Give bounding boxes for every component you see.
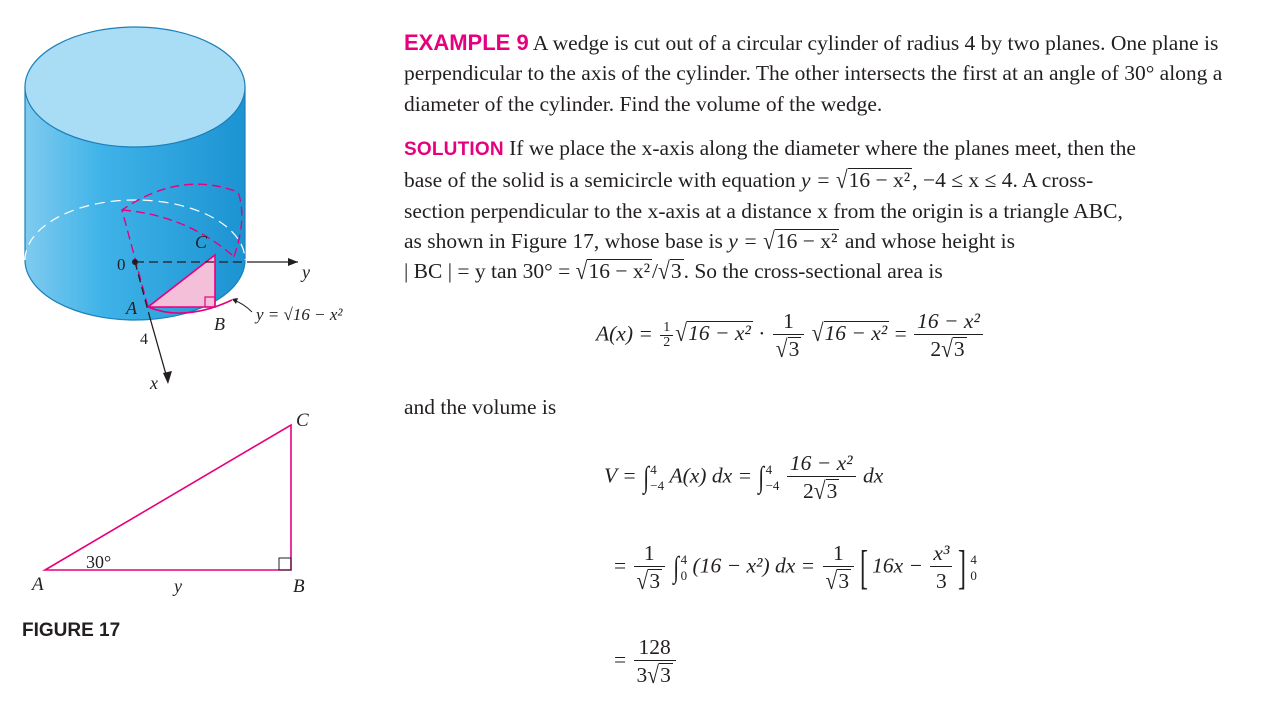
solution-line2-a: base of the solid is a semicircle with equation <box>404 168 796 193</box>
solution-line-1 <box>404 133 1264 165</box>
label-A-cyl: A <box>126 298 137 318</box>
one-over-root3-c: $\frac{1}{√3}$ <box>823 540 855 595</box>
triangle-ABC <box>45 425 291 570</box>
integrand1: A(x) dx = <box>669 463 752 488</box>
solution-line2-rad: 16 − x² <box>848 168 911 193</box>
tri-label-base: y <box>174 576 182 596</box>
one-over-root3: $\frac{1}{√3}$ <box>773 308 805 363</box>
tri-label-A: A <box>32 574 44 595</box>
text-column <box>404 0 1264 715</box>
label-origin: 0 <box>117 255 126 274</box>
radical-sign: √ <box>835 166 848 195</box>
example-paragraph <box>404 28 1264 119</box>
integrand2-fraction: $\frac{\text{16 − x²}}{2√3}$ <box>787 450 856 505</box>
label-C-cyl: C <box>195 232 208 252</box>
tri-label-B: B <box>293 576 305 597</box>
label-four: 4 <box>140 331 148 348</box>
solution-line4-rad: 16 − x² <box>775 228 838 253</box>
volume-dx: dx <box>862 463 884 488</box>
eval-limits: 4 0 <box>970 551 977 583</box>
solution-line5-b: . So the cross-sectional area is <box>683 259 943 284</box>
area-result-fraction: $\frac{\text{16 − x²}}{2√3}$ <box>914 308 983 363</box>
volume-eq2: = <box>614 553 627 578</box>
solution-line-4 <box>404 226 1264 256</box>
integral-sign: ∫ <box>758 460 765 494</box>
limits: 4 −4 <box>650 461 665 493</box>
label-y-axis: y <box>302 262 310 282</box>
volume-intro: and the volume is <box>404 395 557 419</box>
solution-line2-b: , −4 ≤ x ≤ 4. A cross- <box>912 168 1094 193</box>
x3-over-3: $\frac{\text{x³}}{3}$ <box>930 540 952 595</box>
x-axis-solid <box>150 318 167 378</box>
right-bracket: ] <box>958 541 967 594</box>
final-fraction: $\frac{128}{3√3}$ <box>634 634 676 689</box>
solution-line5-slash: / <box>652 259 659 284</box>
radical-sign: √ <box>763 227 775 255</box>
solution-line4-a: as shown in Figure 17, whose base is <box>404 228 723 253</box>
one-over-root3-b: $\frac{1}{√3}$ <box>634 540 666 595</box>
volume-eq-line1 <box>604 450 883 505</box>
solution-line1-text: If we place the x-axis along the diameter where the planes meet, then the <box>509 136 1136 160</box>
area-equation: A(x) = $\frac{1}{2}$ √16 − x² · $\frac{1}{√3}$ √16 − x² = $\frac{\text{16 − x²}}{2√3}$ <box>596 308 985 363</box>
area-eq: = <box>894 321 907 346</box>
solution-line4-b: and whose height is <box>844 228 1016 253</box>
solution-paragraph <box>404 133 1264 286</box>
area-lhs: A(x) = <box>596 321 653 346</box>
label-curve: y = √16 − x² <box>256 305 343 324</box>
label-x-axis: x <box>150 373 158 393</box>
solution-line4-eq: y = <box>728 228 758 253</box>
solution-line5-a: | BC | = y tan 30° = <box>404 259 571 284</box>
volume-v: V = <box>604 463 637 488</box>
tri-label-angle: 30° <box>86 552 112 572</box>
integral-sign: ∫ <box>643 460 650 494</box>
area-rad2: 16 − x² <box>824 321 888 346</box>
example-label: EXAMPLE 9 <box>404 30 529 55</box>
example-text: A wedge is cut out of a circular cylinder of radius 4 by two planes. One plane is perpendicular to the axis of the cylinder. The other intersects the first at an angle of 30° along a diameter of the cylinder. Find the volume of the wedge. <box>404 31 1223 116</box>
solution-line-3: section perpendicular to the x-axis at a distance x from the origin is a triangle ABC, <box>404 198 1123 223</box>
volume-eq-line2 <box>614 540 977 595</box>
limits: 4 −4 <box>765 461 780 493</box>
right-angle-mark <box>279 558 291 570</box>
solution-line-5 <box>404 256 1264 286</box>
volume-eq-line3 <box>614 634 678 689</box>
left-bracket: [ <box>860 541 869 594</box>
integral-sign: ∫ <box>673 550 680 584</box>
figure-caption: FIGURE 17 <box>22 620 121 641</box>
integrand-line2: (16 − x²) dx = <box>692 553 816 578</box>
label-B-cyl: B <box>214 314 225 334</box>
half-fraction: $\frac{1}{2}$ <box>660 321 673 350</box>
y-axis-arrow <box>288 258 298 266</box>
figure-svg <box>0 0 400 715</box>
tri-label-C: C <box>296 410 309 431</box>
solution-label: SOLUTION <box>404 139 504 160</box>
area-dot: · <box>758 321 766 346</box>
radical-sign: √ <box>658 257 670 285</box>
solution-line5-rad2: 3 <box>670 259 682 284</box>
cylinder-top <box>25 27 245 147</box>
limits: 4 0 <box>680 551 688 583</box>
solution-line5-rad: 16 − x² <box>588 259 651 284</box>
solution-line2-eq: y = <box>801 168 831 193</box>
volume-eq3: = <box>614 647 627 672</box>
radical-sign: √ <box>575 257 588 285</box>
x-axis-arrow <box>163 371 172 384</box>
bracket-content: 16x − <box>872 553 924 578</box>
area-rad1: 16 − x² <box>688 321 751 346</box>
solution-line-2 <box>404 165 1264 195</box>
